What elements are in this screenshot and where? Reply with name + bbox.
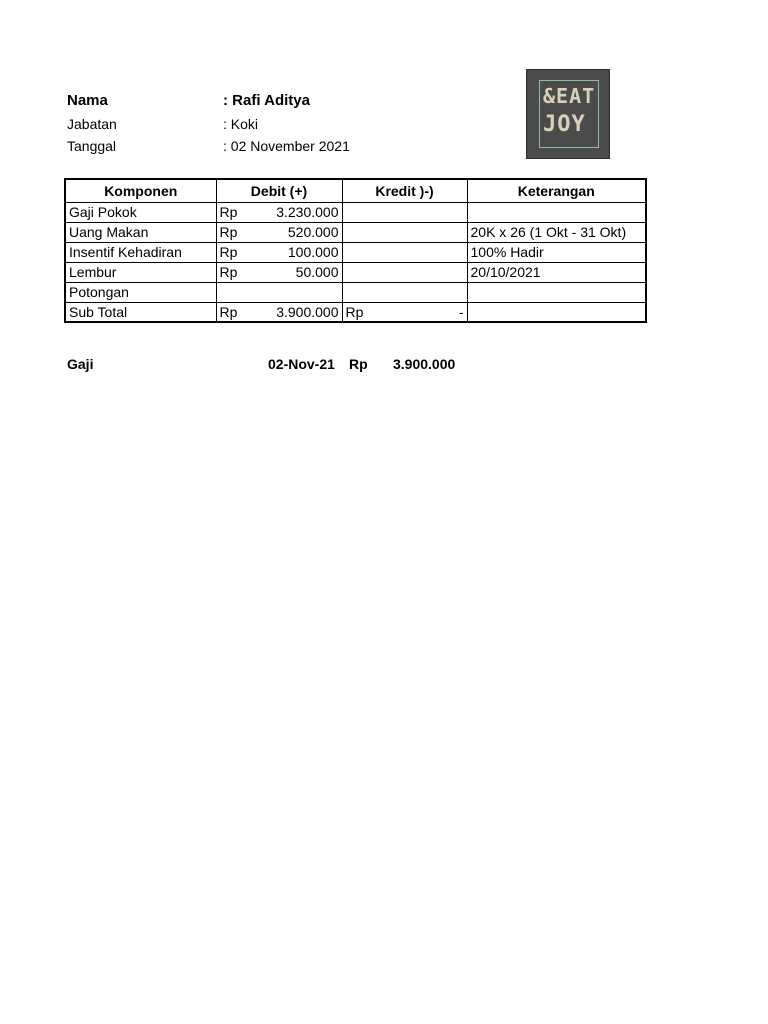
table-row: [65, 242, 646, 262]
debit-amount: 100.000: [287, 244, 339, 260]
logo-line-2: JOY: [543, 112, 586, 137]
cell-komponen: Insentif Kehadiran: [65, 242, 216, 262]
cell-kredit: [342, 262, 467, 282]
nama-value: : Rafi Aditya: [223, 92, 310, 109]
cell-kredit: [342, 282, 467, 302]
tanggal-value: : 02 November 2021: [223, 138, 350, 154]
col-komponen: Komponen: [65, 179, 216, 202]
kredit-amount: -: [458, 303, 464, 320]
cell-debit: [216, 302, 342, 322]
cell-komponen: Gaji Pokok: [65, 202, 216, 222]
debit-amount: 520.000: [287, 224, 339, 240]
cell-debit: [216, 202, 342, 222]
cell-debit: [216, 242, 342, 262]
tanggal-label: Tanggal: [67, 138, 117, 154]
salary-table: [64, 178, 647, 323]
debit-currency: Rp: [219, 244, 238, 260]
gaji-label: Gaji: [67, 356, 94, 372]
cell-komponen: Sub Total: [65, 302, 216, 322]
gaji-amount: 3.900.000: [393, 356, 456, 372]
cell-debit: [216, 282, 342, 302]
cell-keterangan: 20/10/2021: [467, 262, 646, 282]
logo-line-1: &EAT: [543, 84, 596, 108]
cell-kredit: [342, 222, 467, 242]
cell-komponen: Potongan: [65, 282, 216, 302]
cell-komponen: Lembur: [65, 262, 216, 282]
gaji-currency: Rp: [349, 356, 368, 372]
cell-keterangan: [467, 202, 646, 222]
cell-komponen: Uang Makan: [65, 222, 216, 242]
cell-keterangan: [467, 302, 646, 322]
cell-keterangan: 20K x 26 (1 Okt - 31 Okt): [467, 222, 646, 242]
cell-kredit: [342, 302, 467, 322]
kredit-currency: Rp: [345, 303, 364, 320]
cell-kredit: [342, 202, 467, 222]
debit-currency: Rp: [219, 303, 238, 320]
cell-keterangan: 100% Hadir: [467, 242, 646, 262]
col-kredit: Kredit )-): [342, 179, 467, 202]
debit-amount: 3.230.000: [276, 204, 339, 220]
jabatan-value: : Koki: [223, 116, 259, 132]
table-header-row: [65, 179, 646, 202]
debit-amount: 3.900.000: [276, 303, 339, 320]
col-debit: Debit (+): [216, 179, 342, 202]
cell-keterangan: [467, 282, 646, 302]
jabatan-label: Jabatan: [67, 116, 117, 132]
table-row: [65, 302, 646, 322]
gaji-date: 02-Nov-21: [268, 356, 335, 372]
table-row: [65, 222, 646, 242]
col-keterangan: Keterangan: [467, 179, 646, 202]
debit-currency: Rp: [219, 204, 238, 220]
debit-amount: 50.000: [295, 264, 339, 280]
debit-currency: Rp: [219, 264, 238, 280]
table-row: [65, 262, 646, 282]
cell-debit: [216, 262, 342, 282]
eat-joy-logo: [526, 69, 610, 159]
cell-debit: [216, 222, 342, 242]
debit-currency: Rp: [219, 224, 238, 240]
nama-label: Nama: [67, 92, 108, 109]
table-row: [65, 202, 646, 222]
cell-kredit: [342, 242, 467, 262]
table-row: [65, 282, 646, 302]
